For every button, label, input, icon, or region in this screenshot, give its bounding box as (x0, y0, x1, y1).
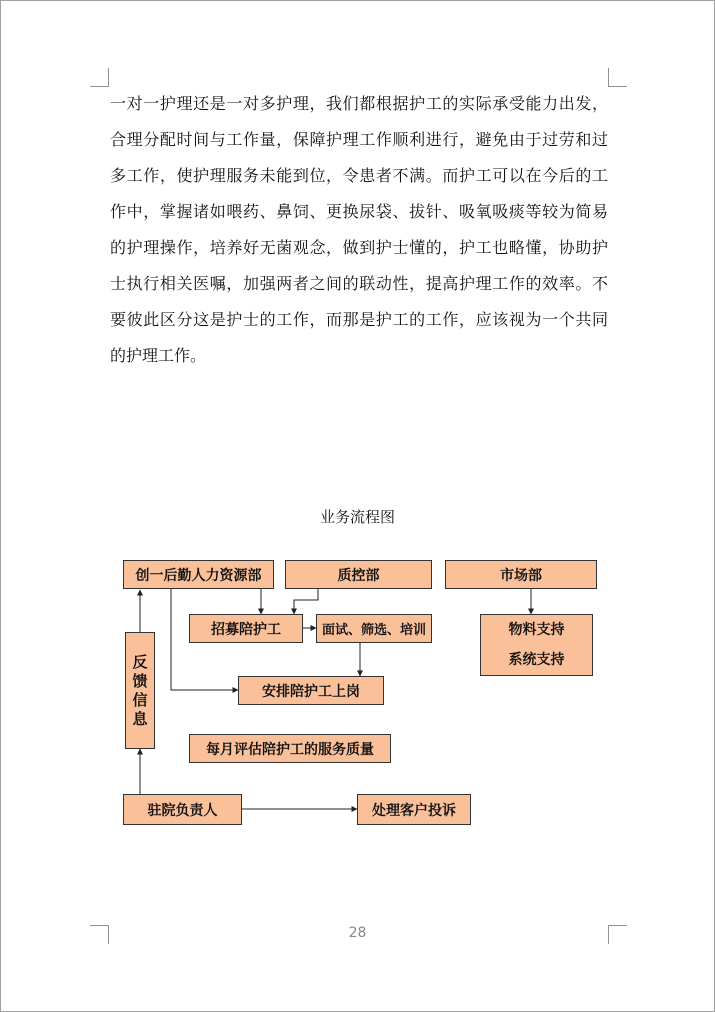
paragraph-line: 作中，掌握诸如喂药、鼻饲、更换尿袋、拔针、吸氧吸痰等较为简易 (110, 202, 608, 221)
support-line-system: 系统支持 (508, 652, 565, 668)
paragraph-line: 要彼此区分这是护士的工作，而那是护工的工作，应该视为一个共同 (110, 310, 608, 329)
arrow-qc-to-recruit (294, 589, 318, 614)
node-recruit-caregivers: 招募陪护工 (189, 614, 303, 643)
feedback-char: 信 (132, 690, 148, 709)
feedback-char: 息 (132, 709, 148, 728)
node-assign-caregivers: 安排陪护工上岗 (238, 676, 384, 705)
node-onsite-manager: 驻院负责人 (123, 794, 242, 825)
node-support (480, 614, 593, 676)
feedback-char: 馈 (132, 671, 148, 690)
node-feedback-info (125, 632, 155, 749)
node-hr-department: 创一后勤人力资源部 (123, 560, 274, 589)
node-handle-complaints: 处理客户投诉 (357, 794, 471, 825)
node-monthly-evaluation: 每月评估陪护工的服务质量 (189, 734, 391, 763)
node-quality-control: 质控部 (285, 560, 432, 589)
flowchart-title: 业务流程图 (319, 508, 395, 526)
paragraph-line: 的护理操作，培养好无菌观念，做到护士懂的，护工也略懂，协助护 (110, 238, 608, 257)
node-interview-training: 面试、筛选、培训 (316, 614, 432, 643)
paragraph-line: 一对一护理还是一对多护理，我们都根据护工的实际承受能力出发， (110, 94, 608, 113)
paragraph-line: 的护理工作。 (110, 346, 207, 365)
paragraph-line: 士执行相关医嘱，加强两者之间的联动性，提高护理工作的效率。不 (110, 274, 608, 293)
paragraph-line: 合理分配时间与工作量，保障护理工作顺利进行，避免由于过劳和过 (110, 130, 608, 149)
feedback-char: 反 (132, 652, 148, 671)
node-marketing: 市场部 (445, 560, 597, 589)
page-number: 28 (348, 925, 367, 941)
support-line-materials: 物料支持 (508, 622, 565, 638)
paragraph-line: 多工作，使护理服务未能到位，令患者不满。而护工可以在今后的工 (110, 166, 608, 185)
